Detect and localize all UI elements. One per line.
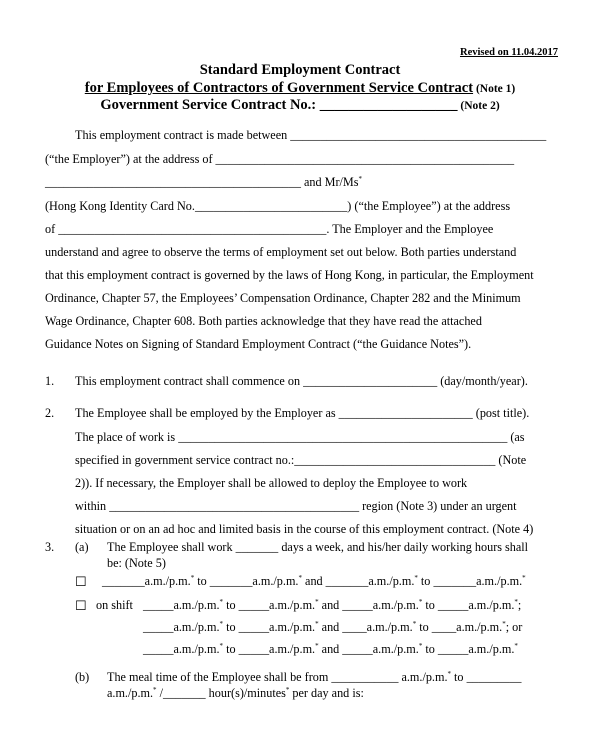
asterisk-mark: *: [298, 573, 302, 582]
hours-field: ;: [517, 598, 522, 612]
item-2-number: 2.: [45, 406, 55, 420]
asterisk-mark: *: [358, 174, 362, 183]
item-1-text: This employment contract shall commence on ______________________ (day/month/year).: [75, 374, 528, 388]
item-3-number: 3.: [45, 540, 55, 554]
meal-time-from: The meal time of the Employee shall be from ___________ a.m./p.m.: [107, 670, 448, 684]
intro-line-3: [45, 175, 362, 190]
hours-field: to _______a.m./p.m.: [194, 574, 299, 588]
contract-title: Standard Employment Contract: [199, 62, 401, 78]
meal-time-to: to _________: [451, 670, 522, 684]
meal-time-unit: a.m./p.m.: [107, 686, 154, 700]
item-3b-line-1: [107, 670, 521, 685]
hours-field: _____a.m./p.m.: [143, 620, 220, 634]
asterisk-mark: *: [514, 597, 518, 606]
hours-row-3: [143, 620, 522, 635]
contract-number-label: Government Service Contract No.: ___________________: [100, 97, 458, 113]
asterisk-mark: *: [418, 597, 423, 606]
asterisk-mark: *: [502, 619, 506, 628]
item-3b-label: (b): [75, 670, 90, 684]
asterisk-mark: *: [412, 619, 417, 628]
hours-field: to _____a.m./p.m.: [422, 598, 515, 612]
item-2-line-2: The place of work is ______________________________________________________ (as: [75, 430, 525, 444]
revised-date: Revised on 11.04.2017: [459, 47, 558, 58]
hours-field: _______a.m./p.m.: [102, 574, 191, 588]
hours-field: _____a.m./p.m.: [143, 642, 220, 656]
asterisk-mark: *: [219, 597, 224, 606]
asterisk-mark: *: [219, 619, 224, 628]
hours-row-2: [143, 598, 521, 613]
contract-subtitle: [0, 80, 600, 97]
item-3b-line-2: [107, 686, 364, 701]
hours-field: and _____a.m./p.m.: [318, 642, 419, 656]
checkbox-on-shift[interactable]: ☐: [75, 598, 87, 613]
asterisk-mark: *: [190, 573, 195, 582]
hours-field: to _______a.m./p.m.: [417, 574, 523, 588]
item-3a-label: (a): [75, 540, 89, 554]
hours-field: to _____a.m./p.m.: [223, 620, 316, 634]
intro-line-3-text: __________________________________________ and Mr/Ms: [45, 175, 359, 189]
hours-row-4: [143, 642, 518, 657]
item-2-line-6: situation or on an ad hoc and limited basis in the course of this employment contract. (Note 4): [75, 522, 534, 536]
hours-field: to _____a.m./p.m.: [223, 598, 316, 612]
intro-line-9: Wage Ordinance, Chapter 608. Both parties acknowledge that they have read the attached: [45, 314, 482, 328]
asterisk-mark: *: [285, 685, 290, 694]
asterisk-mark: *: [414, 573, 418, 582]
asterisk-mark: *: [315, 619, 319, 628]
asterisk-mark: *: [219, 641, 224, 650]
asterisk-mark: *: [315, 641, 319, 650]
item-2-line-5: within _________________________________________ region (Note 3) under an urgent: [75, 499, 517, 513]
intro-line-2: (“the Employer”) at the address of _________________________________________________: [45, 152, 515, 166]
item-3a-line-1: The Employee shall work _______ days a week, and his/her daily working hours shall: [107, 540, 529, 554]
hours-field: to _____a.m./p.m.: [422, 642, 515, 656]
hours-row-1: [102, 574, 526, 589]
hours-field: _____a.m./p.m.: [143, 598, 220, 612]
intro-line-6: understand and agree to observe the terms of employment set out below. Both parties understand: [45, 245, 517, 259]
subtitle-main: for Employees of Contractors of Government Service Contract: [84, 80, 474, 96]
intro-line-10: Guidance Notes on Signing of Standard Employment Contract (“the Guidance Notes”).: [45, 337, 472, 351]
meal-time-duration: /_______ hour(s)/minutes: [156, 686, 286, 700]
hours-field: and ____a.m./p.m.: [318, 620, 413, 634]
hours-field: and _____a.m./p.m.: [318, 598, 419, 612]
intro-line-4: (Hong Kong Identity Card No._________________________) (“the Employee”) at the address: [45, 199, 511, 213]
subtitle-note: (Note 1): [473, 83, 516, 95]
asterisk-mark: *: [514, 641, 518, 650]
intro-line-5: of ____________________________________________. The Employer and the Employee: [45, 222, 494, 236]
hours-field: ; or: [505, 620, 523, 634]
hours-field: to _____a.m./p.m.: [223, 642, 316, 656]
asterisk-mark: *: [153, 685, 157, 694]
asterisk-mark: *: [315, 597, 319, 606]
checkbox-fixed-hours[interactable]: ☐: [75, 574, 87, 589]
intro-line-1: This employment contract is made between __________________________________________: [75, 128, 547, 142]
item-2-line-4: 2)). If necessary, the Employer shall be allowed to deploy the Employee to work: [75, 476, 468, 490]
hours-field: to ____a.m./p.m.: [416, 620, 503, 634]
intro-line-7: that this employment contract is governed by the laws of Hong Kong, in particular, the Employment: [45, 268, 534, 282]
asterisk-mark: *: [447, 669, 451, 678]
hours-field: and _______a.m./p.m.: [301, 574, 415, 588]
contract-number-note: (Note 2): [457, 100, 500, 112]
item-2-line-1: The Employee shall be employed by the Employer as ______________________ (post title).: [75, 406, 530, 420]
meal-time-tail: per day and is:: [289, 686, 364, 700]
asterisk-mark: *: [522, 573, 526, 582]
intro-line-8: Ordinance, Chapter 57, the Employees’ Compensation Ordinance, Chapter 282 and the Minimum: [45, 291, 521, 305]
item-3a-line-2: be: (Note 5): [107, 556, 166, 570]
asterisk-mark: *: [418, 641, 423, 650]
item-2-line-3: specified in government service contract no.:_________________________________ (Note: [75, 453, 527, 467]
contract-number-line: [0, 97, 600, 114]
item-1-number: 1.: [45, 374, 55, 388]
on-shift-label: on shift: [96, 598, 133, 612]
